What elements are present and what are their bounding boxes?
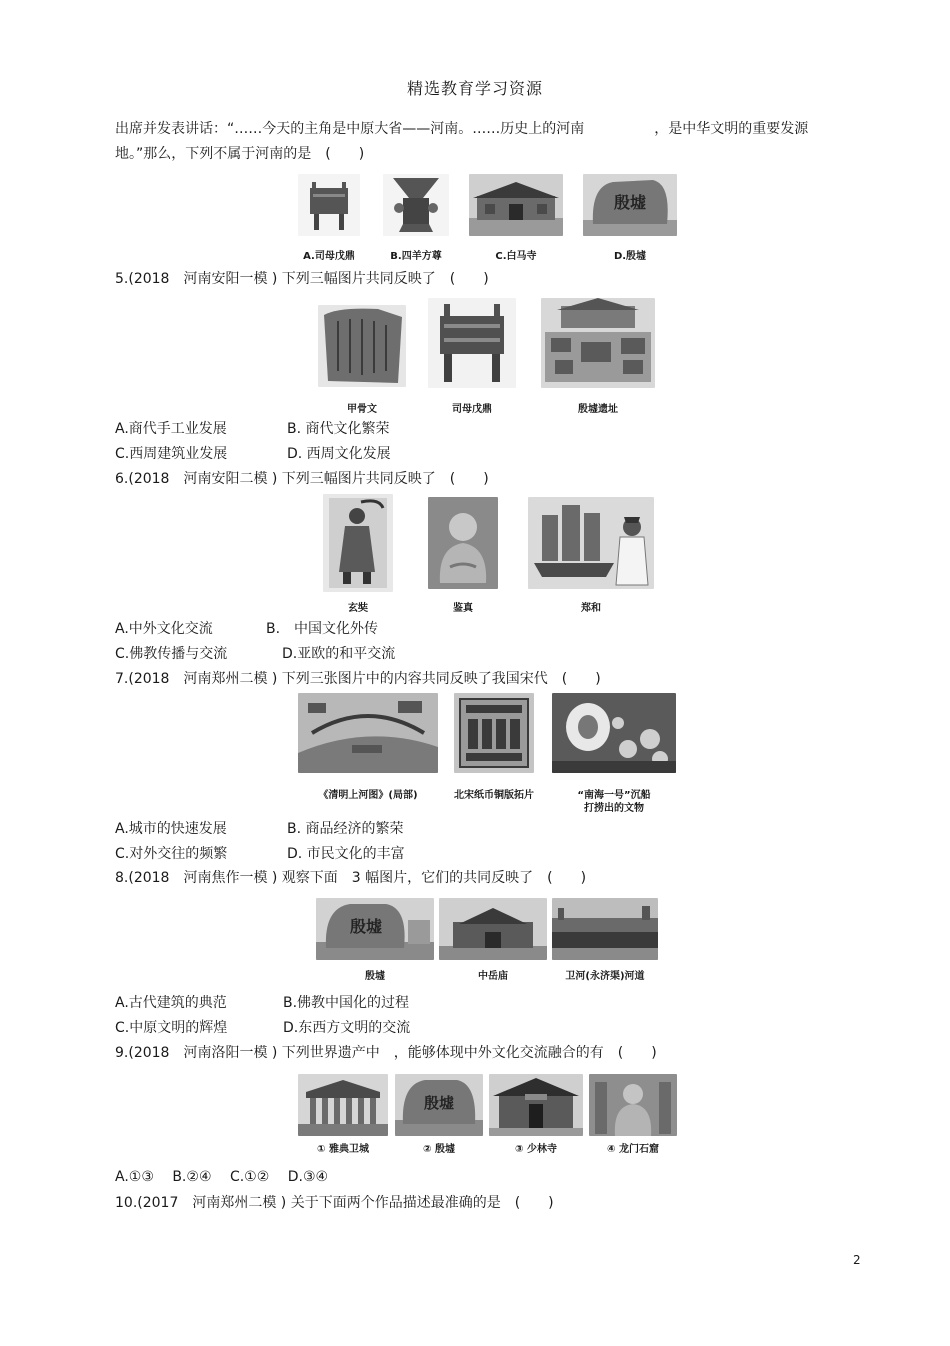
photo-oracle-bone [318, 305, 406, 387]
photo-zhongyue-temple [439, 898, 547, 960]
q9-options: A.①③ B.②④ C.①② D.③④ [115, 1169, 329, 1185]
caption-q5-2: 司母戊鼎 [452, 404, 492, 415]
caption-q5-3: 殷墟遗址 [578, 404, 618, 415]
caption-intro-d: D.殷墟 [613, 251, 647, 262]
caption-q9-1: ① 雅典卫城 [317, 1144, 369, 1155]
q8-stem: 8.(2018 河南焦作一模 ) 观察下面 3 幅图片，它们的共同反映了 ( ) [115, 870, 587, 886]
photo-weihe-canal [552, 898, 658, 960]
svg-text:殷墟: 殷墟 [423, 1094, 455, 1112]
caption-q7-1: 《清明上河图》(局部) [318, 790, 418, 801]
photo-yinxu-stone-2 [316, 898, 434, 960]
photo-shaolin-temple [489, 1074, 583, 1136]
photo-jianzhen [428, 497, 498, 589]
intro-line-1a: 出席并发表讲话：“……今天的主角是中原大省——河南。……历史上的河南 [115, 121, 585, 137]
caption-q7-2: 北宋纸币铜版拓片 [454, 790, 534, 801]
q6-option-c: C.佛教传播与交流 [115, 646, 228, 662]
caption-q6-2: 鉴真 [453, 603, 473, 614]
photo-yinxu-stone-3 [395, 1074, 483, 1136]
intro-line-2: 地。”那么，下列不属于河南的是 ( ) [115, 146, 365, 162]
q5-option-c: C.西周建筑业发展 [115, 446, 228, 462]
q5-option-a: A.商代手工业发展 [115, 421, 227, 437]
intro-line-1b: ，是中华文明的重要发源 [654, 121, 809, 137]
svg-text:殷墟: 殷墟 [349, 917, 383, 936]
q8-option-d: D.东西方文明的交流 [283, 1020, 411, 1036]
intro-line-1 [115, 120, 808, 138]
q5-option-b: B. 商代文化繁荣 [287, 421, 390, 437]
q7-option-b: B. 商品经济的繁荣 [287, 821, 404, 837]
q7-option-d: D. 市民文化的丰富 [287, 846, 405, 862]
caption-q6-1: 玄奘 [348, 603, 368, 614]
caption-q6-3: 郑和 [581, 603, 601, 614]
caption-q7-3b: 打捞出的文物 [584, 803, 644, 814]
q5-stem: 5.(2018 河南安阳一模 ) 下列三幅图片共同反映了 ( ) [115, 271, 489, 287]
caption-q9-4: ④ 龙门石窟 [607, 1144, 659, 1155]
q7-option-a: A.城市的快速发展 [115, 821, 227, 837]
caption-q8-1: 殷墟 [365, 971, 385, 982]
photo-longmen-grottoes [589, 1074, 677, 1136]
caption-q5-1: 甲骨文 [347, 404, 377, 415]
caption-intro-b: B.四羊方尊 [390, 251, 442, 262]
photo-yinxu-stone [583, 174, 677, 236]
q7-option-c: C.对外交往的频繁 [115, 846, 228, 862]
page-number: 2 [853, 1253, 861, 1267]
photo-athens-acropolis [298, 1074, 388, 1136]
q8-option-a: A.古代建筑的典范 [115, 995, 227, 1011]
photo-simuwu-ding-2 [428, 298, 516, 388]
photo-nanhai-artifacts [552, 693, 676, 773]
photo-xuanzang [323, 494, 393, 592]
caption-q9-2: ② 殷墟 [423, 1144, 455, 1155]
caption-q7-3a: “南海一号”沉船 [577, 790, 651, 801]
caption-q8-3: 卫河(永济渠)河道 [565, 971, 645, 982]
photo-song-paper-money [454, 693, 534, 773]
q6-option-b: B. 中国文化外传 [266, 621, 379, 637]
svg-text:殷墟: 殷墟 [613, 193, 647, 212]
q6-option-a: A.中外文化交流 [115, 621, 213, 637]
q10-stem: 10.(2017 河南郑州二模 ) 关于下面两个作品描述最准确的是 ( ) [115, 1195, 554, 1211]
photo-siyang-fangzun [383, 174, 449, 236]
photo-yinxu-ruins [541, 298, 655, 388]
caption-intro-a: A.司母戊鼎 [303, 251, 355, 262]
photo-qingming-painting [298, 693, 438, 773]
photo-baima-temple [469, 174, 563, 236]
q6-option-d: D.亚欧的和平交流 [282, 646, 396, 662]
q7-stem: 7.(2018 河南郑州二模 ) 下列三张图片中的内容共同反映了我国宋代 ( ) [115, 671, 601, 687]
photo-zhenghe-ship [528, 497, 654, 589]
caption-q8-2: 中岳庙 [478, 971, 508, 982]
q9-stem: 9.(2018 河南洛阳一模 ) 下列世界遗产中 ，能够体现中外文化交流融合的有 ( ) [115, 1045, 657, 1061]
q6-stem: 6.(2018 河南安阳二模 ) 下列三幅图片共同反映了 ( ) [115, 471, 489, 487]
caption-intro-c: C.白马寺 [495, 251, 537, 262]
caption-q9-3: ③ 少林寺 [515, 1144, 557, 1155]
q8-option-b: B.佛教中国化的过程 [283, 995, 410, 1011]
photo-simuwu-ding [298, 174, 360, 236]
q5-option-d: D. 西周文化发展 [287, 446, 391, 462]
page-title: 精选教育学习资源 [406, 79, 543, 98]
q8-option-c: C.中原文明的辉煌 [115, 1020, 228, 1036]
